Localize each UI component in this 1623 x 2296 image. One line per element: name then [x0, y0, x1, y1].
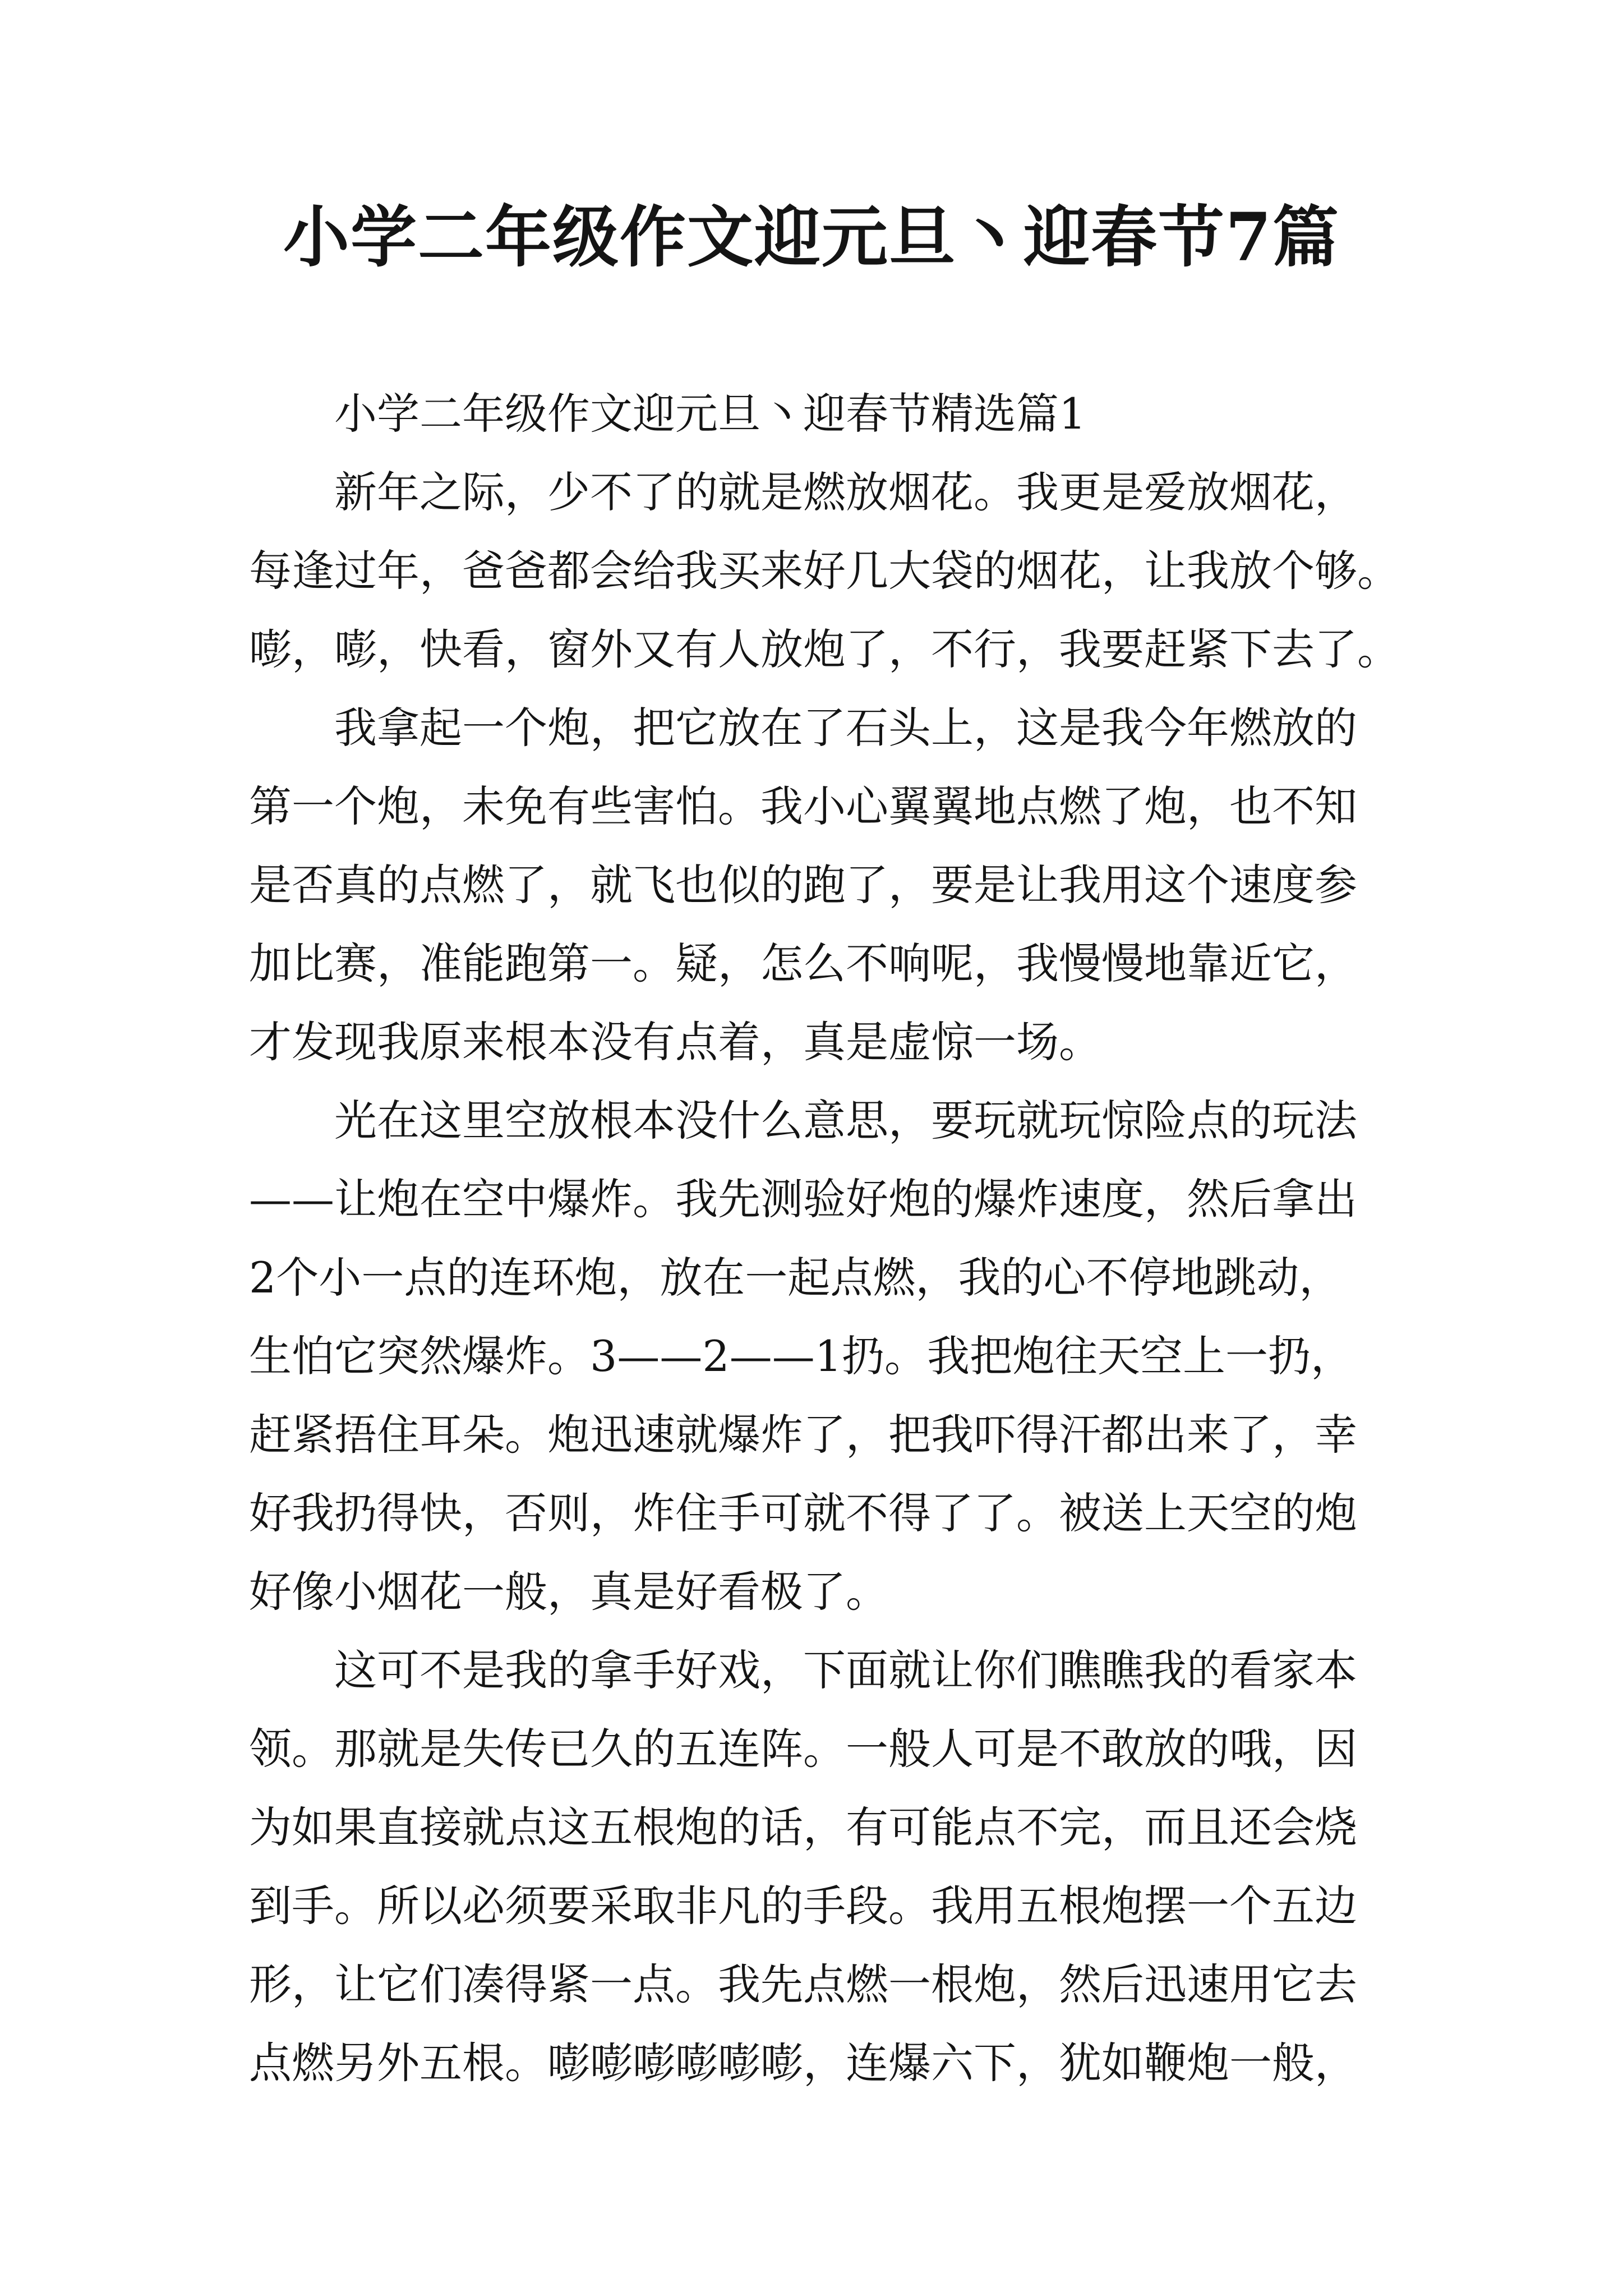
document-body — [249, 375, 1400, 2102]
text-line: 2个小一点的连环炮，放在一起点燃，我的心不停地跳动， — [249, 1253, 1342, 1303]
text-line: 好像小烟花一般，真是好看极了。 — [249, 1567, 888, 1617]
text-line: 才发现我原来根本没有点着，真是虚惊一场。 — [249, 1017, 1101, 1067]
text-line: 形，让它们凑得紧一点。我先点燃一根炮，然后迅速用它去 — [249, 1959, 1357, 2009]
text-line: 我拿起一个炮，把它放在了石头上，这是我今年燃放的 — [334, 703, 1357, 753]
text-line: 是否真的点燃了，就飞也似的跑了，要是让我用这个速度参 — [249, 860, 1357, 910]
text-line: 生怕它突然爆炸。3——2——1扔。我把炮往天空上一扔， — [249, 1331, 1354, 1381]
text-line: 每逢过年，爸爸都会给我买来好几大袋的烟花，让我放个够。 — [249, 546, 1400, 596]
text-line: 加比赛，准能跑第一。疑，怎么不响呢，我慢慢地靠近它， — [249, 938, 1357, 988]
section-heading: 小学二年级作文迎元旦丶迎春节精选篇1 — [334, 389, 1086, 439]
document-title: 小学二年级作文迎元旦丶迎春节7篇 — [283, 198, 1340, 276]
text-line: 嘭，嘭，快看，窗外又有人放炮了，不行，我要赶紧下去了。 — [249, 624, 1400, 674]
text-line: 新年之际，少不了的就是燃放烟花。我更是爱放烟花， — [334, 467, 1357, 517]
text-line: 赶紧捂住耳朵。炮迅速就爆炸了，把我吓得汗都出来了，幸 — [249, 1410, 1357, 1460]
text-line: 领。那就是失传已久的五连阵。一般人可是不敢放的哦，因 — [249, 1724, 1357, 1774]
text-line: 光在这里空放根本没什么意思，要玩就玩惊险点的玩法 — [334, 1096, 1357, 1145]
text-line: 点燃另外五根。嘭嘭嘭嘭嘭嘭，连爆六下，犹如鞭炮一般， — [249, 2038, 1357, 2088]
text-line: 好我扔得快，否则，炸住手可就不得了了。被送上天空的炮 — [249, 1488, 1357, 1538]
text-line: 这可不是我的拿手好戏，下面就让你们瞧瞧我的看家本 — [334, 1645, 1357, 1695]
text-line: ——让炮在空中爆炸。我先测验好炮的爆炸速度，然后拿出 — [249, 1174, 1357, 1224]
text-line: 到手。所以必须要采取非凡的手段。我用五根炮摆一个五边 — [249, 1881, 1357, 1931]
text-line: 为如果直接就点这五根炮的话，有可能点不完，而且还会烧 — [249, 1802, 1357, 1852]
text-line: 第一个炮，未免有些害怕。我小心翼翼地点燃了炮，也不知 — [249, 781, 1357, 831]
